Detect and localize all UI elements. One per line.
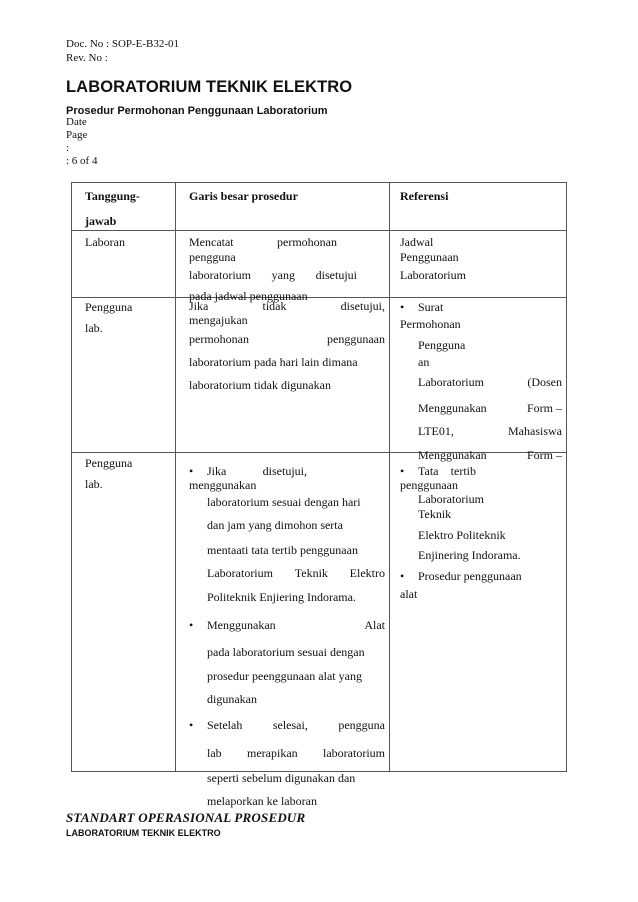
header-reference: Referensi <box>400 189 449 203</box>
bullet: • <box>400 569 405 583</box>
row3-reference-word: tertib <box>450 464 476 478</box>
row3-procedure-cell <box>189 463 385 808</box>
footer-subtitle: LABORATORIUM TEKNIK ELEKTRO <box>66 828 221 838</box>
date-label: Date <box>66 116 87 128</box>
row2-reference-line4: an <box>418 355 430 369</box>
row3-procedure-word: Menggunakan <box>207 618 276 632</box>
procedure-table <box>71 182 567 808</box>
bullet: • <box>189 464 194 478</box>
row2-reference-word: LTE01, <box>418 424 454 438</box>
row3-procedure-word: selesai, <box>272 718 308 732</box>
page-value: : 6 of 4 <box>66 155 98 167</box>
row3-procedure-word: lab <box>207 746 222 760</box>
row2-reference-line1 <box>400 299 562 315</box>
row2-reference-line3: Pengguna <box>418 338 466 352</box>
footer-title: STANDART OPERASIONAL PROSEDUR <box>66 810 306 825</box>
row1-role: Laboran <box>85 235 125 249</box>
row2-role-cell <box>85 299 173 449</box>
row2-reference-line5 <box>400 367 562 397</box>
row2-reference-line2: Permohonan <box>400 317 461 331</box>
row2-procedure-word: penggunaan <box>327 332 385 346</box>
row2-procedure-line2: mengajukan <box>189 313 248 327</box>
row3-procedure-word: laboratorium <box>323 746 385 760</box>
row3-procedure-line8 <box>207 609 385 641</box>
row2-reference-word: Mahasiswa <box>508 424 562 438</box>
row3-procedure-line6 <box>189 562 385 585</box>
row1-reference-line2: Penggunaan <box>400 250 459 264</box>
row3-reference-line6: Enjinering Indorama. <box>418 548 521 562</box>
row1-procedure-word: permohonan <box>277 235 337 249</box>
row2-reference-word: (Dosen <box>527 375 562 389</box>
header-cell-procedure <box>189 184 385 230</box>
row1-procedure-cell <box>189 234 385 303</box>
row3-reference-line5: Elektro Politeknik <box>418 528 506 542</box>
row3-procedure-word: Teknik <box>294 566 328 580</box>
row3-reference-line1 <box>418 463 476 479</box>
row2-procedure-word: Jika <box>189 299 209 313</box>
page-subtitle: Prosedur Permohonan Penggunaan Laboratorium <box>66 105 328 117</box>
bullet: • <box>400 300 405 314</box>
row3-procedure-line2: menggunakan <box>189 478 257 492</box>
row3-procedure-bullet3 <box>189 710 385 740</box>
row2-procedure-line3 <box>189 327 385 351</box>
row3-reference-line3: Laboratorium <box>418 492 484 506</box>
row3-reference-line4: Teknik <box>418 507 452 521</box>
row2-reference-word: Form – <box>526 401 562 415</box>
bullet: • <box>189 718 194 732</box>
page-label: Page <box>66 129 88 141</box>
row3-procedure-line14: seperti sebelum digunakan dan <box>207 771 356 785</box>
row3-reference-line8: alat <box>400 587 418 601</box>
row2-procedure-cell <box>189 299 385 451</box>
row2-reference-word: Menggunakan <box>418 448 487 462</box>
document-meta <box>66 116 97 168</box>
row3-procedure-line7: Politeknik Enjiering Indorama. <box>207 590 356 604</box>
row1-procedure-word: yang <box>271 268 295 282</box>
row2-procedure-word: disetujui, <box>340 299 385 313</box>
row2-reference-word: Surat <box>418 300 444 314</box>
row1-procedure-line4: pada jadwal penggunaan <box>189 289 308 303</box>
row3-procedure-line10: prosedur peenggunaan alat yang <box>207 669 362 683</box>
row2-reference-cell <box>400 299 562 462</box>
row1-procedure-line3 <box>189 264 357 287</box>
row2-procedure-line5: laboratorium tidak digunakan <box>189 378 331 392</box>
row2-role-line2: lab. <box>85 321 103 335</box>
row2-role-line1: Pengguna <box>85 300 133 314</box>
row3-procedure-word: Alat <box>364 618 385 632</box>
row3-procedure-line3: laboratorium sesuai dengan hari <box>207 495 361 509</box>
row3-procedure-line5: mentaati tata tertib penggunaan <box>207 543 358 557</box>
row3-role-line1: Pengguna <box>85 456 133 470</box>
row1-procedure-line1 <box>189 234 337 250</box>
row1-procedure-line2: pengguna <box>189 250 236 264</box>
row1-procedure-word: disetujui <box>315 268 357 282</box>
header-responsibility-line1: Tanggung- <box>85 189 140 203</box>
row2-procedure-line4: laboratorium pada hari lain dimana <box>189 355 358 369</box>
row3-reference-line2: penggunaan <box>400 478 458 492</box>
row3-reference-bullet2 <box>400 562 562 590</box>
row2-reference-word: Form – <box>526 448 562 462</box>
row3-procedure-word: merapikan <box>247 746 298 760</box>
row3-reference-cell <box>400 463 562 763</box>
row2-reference-line7 <box>400 419 562 443</box>
document-info <box>66 37 179 65</box>
row3-procedure-word: Setelah <box>207 718 243 732</box>
row3-role-cell <box>85 455 173 755</box>
row1-reference-line3: Laboratorium <box>400 268 466 282</box>
row1-procedure-word: laboratorium <box>189 268 251 282</box>
row3-procedure-word: Jika <box>207 464 227 478</box>
row3-procedure-word: Elektro <box>349 566 385 580</box>
row3-procedure-line4: dan jam yang dimohon serta <box>207 518 343 532</box>
row3-reference-word: Tata <box>418 464 439 478</box>
row3-procedure-line13 <box>189 740 385 766</box>
row2-reference-word: Menggunakan <box>418 401 487 415</box>
row3-procedure-word: pengguna <box>338 718 385 732</box>
header-cell-reference <box>400 184 560 230</box>
row2-reference-line6 <box>400 397 562 419</box>
header-procedure: Garis besar prosedur <box>189 189 298 203</box>
row2-procedure-word: tidak <box>262 299 287 313</box>
header-cell-responsibility <box>85 184 173 230</box>
revision-number: Rev. No : <box>66 52 108 64</box>
colon-label: : <box>66 142 70 154</box>
row1-role-cell <box>85 234 173 296</box>
row1-reference-line1: Jadwal <box>400 235 434 249</box>
row3-procedure-line15: melaporkan ke laboran <box>207 794 317 808</box>
row3-procedure-line11: digunakan <box>207 692 257 706</box>
row3-procedure-word: disetujui, <box>262 464 307 478</box>
doc-number: Doc. No : SOP-E-B32-01 <box>66 38 180 50</box>
row2-procedure-word: permohonan <box>189 332 249 346</box>
row3-role-line2: lab. <box>85 477 103 491</box>
row3-procedure-line1 <box>207 463 307 479</box>
row3-procedure-bullet1 <box>189 463 385 479</box>
bullet: • <box>189 618 194 632</box>
row3-reference-word: Prosedur penggunaan <box>418 569 522 583</box>
row3-procedure-word: Laboratorium <box>207 566 273 580</box>
row3-reference-bullet1 <box>400 463 562 479</box>
row3-procedure-line12 <box>207 710 385 740</box>
row3-procedure-bullet2 <box>189 609 385 641</box>
row2-procedure-line1 <box>189 299 385 313</box>
row3-procedure-line9: pada laboratorium sesuai dengan <box>207 645 365 659</box>
row1-reference-cell <box>400 234 560 296</box>
bullet: • <box>400 464 405 478</box>
row1-procedure-word: Mencatat <box>189 235 234 249</box>
header-responsibility-line2: jawab <box>85 214 117 228</box>
page-title: LABORATORIUM TEKNIK ELEKTRO <box>66 78 353 96</box>
row2-reference-word: Laboratorium <box>418 375 484 389</box>
